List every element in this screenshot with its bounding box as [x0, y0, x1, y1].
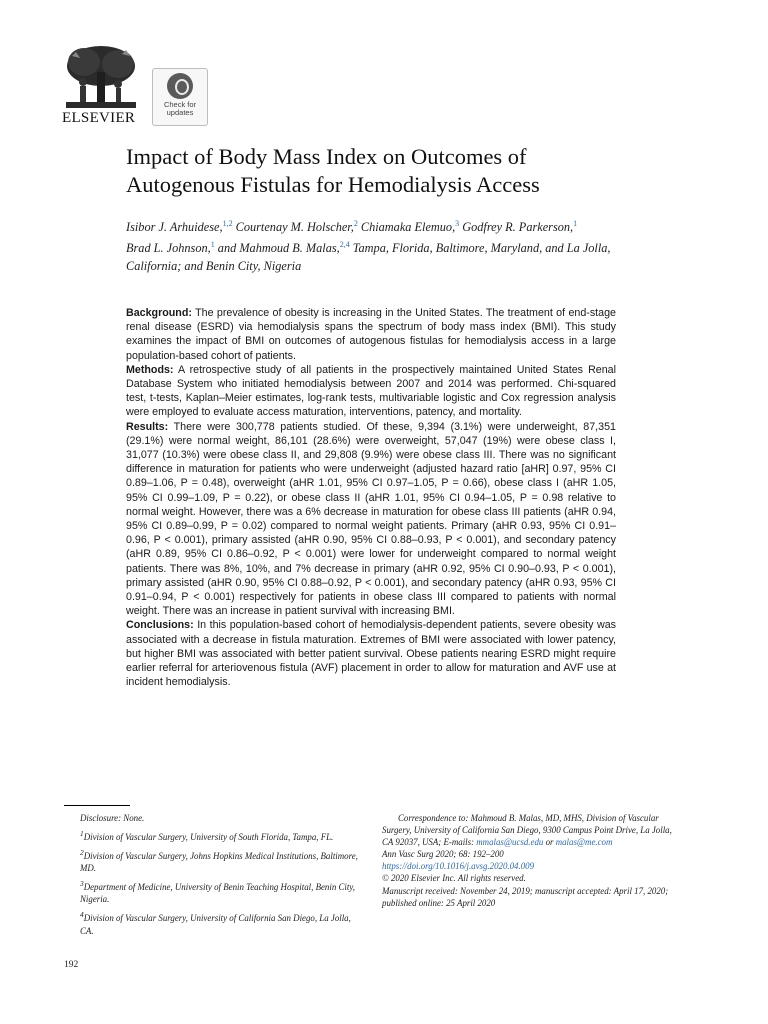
methods-text: A retrospective study of all patients in the prospectively maintained United States Renal Database System who initiated hemodialysis between 2007 and 2014 was performed. Chi-squared test, t-tests, Kaplan–Meier estimates, log-rank tests, multivariable logistic and Cox regression analysis were employed to evaluate access maturation, interventions, patency, and mortality.	[126, 363, 616, 419]
background-label: Background:	[126, 307, 192, 319]
abstract-methods	[126, 363, 616, 420]
author-name: and Mahmoud B. Malas,	[214, 241, 340, 256]
badge-line-1: Check for	[163, 100, 197, 109]
author-affiliation-marker[interactable]: 1	[210, 240, 215, 250]
correspondence-block	[382, 812, 678, 909]
publisher-wordmark: ELSEVIER	[62, 110, 136, 126]
author-affiliation-marker[interactable]: 2	[353, 219, 358, 228]
author-affiliation-marker[interactable]: 2,4	[339, 240, 350, 250]
affiliation-2	[64, 847, 362, 874]
journal-citation: Ann Vasc Surg 2020; 68: 192–200	[382, 849, 504, 860]
correspondence-or: or	[543, 837, 556, 848]
author-name: Chiamaka Elemuo,	[357, 220, 456, 235]
email-link[interactable]: malas@me.com	[555, 837, 613, 848]
results-label: Results:	[126, 420, 169, 433]
check-for-updates-badge[interactable]	[152, 68, 208, 126]
manuscript-dates: Manuscript received: November 24, 2019; manuscript accepted: April 17, 2020; published online: 25 April 2020	[382, 885, 669, 908]
author-name: Godfrey R. Parkerson,	[459, 220, 574, 235]
affiliation-text: Department of Medicine, University of Benin Teaching Hospital, Benin City, Nigeria.	[80, 882, 356, 905]
author-name: Courtenay M. Holscher,	[232, 220, 354, 235]
title-line-1: Impact of Body Mass Index on Outcomes of	[126, 144, 527, 169]
affiliation-text: Division of Vascular Surgery, University of South Florida, Tampa, FL.	[83, 832, 334, 843]
badge-line-2: updates	[166, 108, 194, 117]
disclosure: Disclosure: None.	[80, 813, 145, 823]
affiliation-1	[64, 828, 362, 843]
author-name: Brad L. Johnson,	[126, 241, 211, 256]
article-title	[126, 143, 686, 199]
conclusions-text: In this population-based cohort of hemodialysis-dependent patients, severe obesity was associated with a decrease in fistula maturation. Extremes of BMI were associated with lower patency, but higher BMI was associated with better patient survival. Obese patients nearing ESRD might require earlier referral for arteriovenous fistula (AVF) placement in order to allow for maturation and AVF use at incident hemodialysis.	[126, 619, 616, 689]
abstract	[126, 306, 616, 689]
author-affiliation-marker[interactable]: 1,2	[222, 219, 233, 228]
correspondence-info	[382, 812, 678, 848]
author-affiliation-marker[interactable]: 3	[455, 219, 460, 228]
abstract-background	[126, 306, 616, 363]
affiliation-number: 3	[80, 879, 84, 889]
author-name: Isibor J. Arhuidese,	[126, 220, 223, 235]
copyright: © 2020 Elsevier Inc. All rights reserved.	[382, 873, 526, 884]
affiliation-number: 1	[80, 829, 84, 839]
methods-label: Methods:	[126, 363, 174, 376]
affiliation-3	[64, 878, 362, 905]
conclusions-label: Conclusions:	[126, 619, 194, 632]
affiliation-number: 2	[80, 848, 84, 858]
results-text: There were 300,778 patients studied. Of these, 9,394 (3.1%) were underweight, 87,351 (29.1%) were normal weight, 86,101 (28.6%) were overweight, 57,047 (19%) were obese class I, 31,077 (10.3%) were obese class II, and 29,808 (9.9%) were obese class III. There was no significant difference in maturation for patients who were underweight (adjusted hazard ratio [aHR] 0.97, 95% CI 0.89–1.06, P = 0.48), overweight (aHR 1.01, 95% CI 0.97–1.05, P = 0.66), obese class I (aHR 1.05, 95% CI 0.99–1.09, P = 0.22), or obese class II (aHR 1.01, 95% CI 0.94–1.05, P = 0.98 relative to normal weight. However, there was a 6% decrease in maturation for obese class III patients (aHR 0.94, 95% CI 0.89–0.99, P = 0.02) compared to normal weight patients. Primary (aHR 0.93, 95% CI 0.91–0.96, P < 0.001), primary assisted (aHR 0.90, 95% CI 0.88–0.93, P < 0.001), and secondary patency (aHR 0.89, 95% CI 0.86–0.92, P < 0.001) were lower for underweight compared to normal weight patients. There was 8%, 10%, and 7% decrease in primary (aHR 0.92, 95% CI 0.90–0.93, P < 0.001), primary assisted (aHR 0.90, 95% CI 0.88–0.92, P < 0.001), and secondary patency (aHR 0.93, 95% CI 0.91–0.94, P < 0.001) respectively for patients in obese class III compared to patients with normal weight. There was an increase in patient survival with increasing BMI.	[126, 420, 616, 618]
affiliation-number: 4	[80, 910, 84, 920]
check-updates-icon	[167, 73, 193, 99]
footnotes	[64, 812, 362, 941]
background-text: The prevalence of obesity is increasing in the United States. The treatment of end-stage renal disease (ESRD) via hemodialysis spans the spectrum of body mass index (BMI). This study examines the impact of BMI on outcomes of autogenous fistulas for hemodialysis access in a large population-based cohort of patients.	[126, 307, 616, 362]
affiliation-text: Division of Vascular Surgery, University of California San Diego, La Jolla, CA.	[80, 913, 351, 936]
author-locations: Tampa, Florida, Baltimore, Maryland, and La Jolla, California; and Benin City, Nigeria	[126, 241, 611, 274]
author-affiliation-marker[interactable]: 1	[573, 219, 578, 228]
author-list	[126, 215, 646, 275]
email-link[interactable]: mmalas@ucsd.edu	[476, 837, 544, 848]
affiliation-4	[64, 909, 362, 936]
footnote-divider	[64, 805, 130, 806]
abstract-results	[126, 420, 616, 619]
page-number: 192	[64, 960, 79, 970]
affiliation-text: Division of Vascular Surgery, Johns Hopkins Medical Institutions, Baltimore, MD.	[80, 851, 358, 874]
correspondence-text: Correspondence to: Mahmoud B. Malas, MD, MHS, Division of Vascular Surgery, University of California San Diego, 9300 Campus Point Drive, La Jolla, CA 92037, USA; E-mails:	[382, 813, 672, 848]
title-line-2: Autogenous Fistulas for Hemodialysis Access	[126, 172, 540, 197]
doi-link[interactable]: https://doi.org/10.1016/j.avsg.2020.04.009	[382, 861, 535, 872]
abstract-conclusions	[126, 618, 616, 689]
